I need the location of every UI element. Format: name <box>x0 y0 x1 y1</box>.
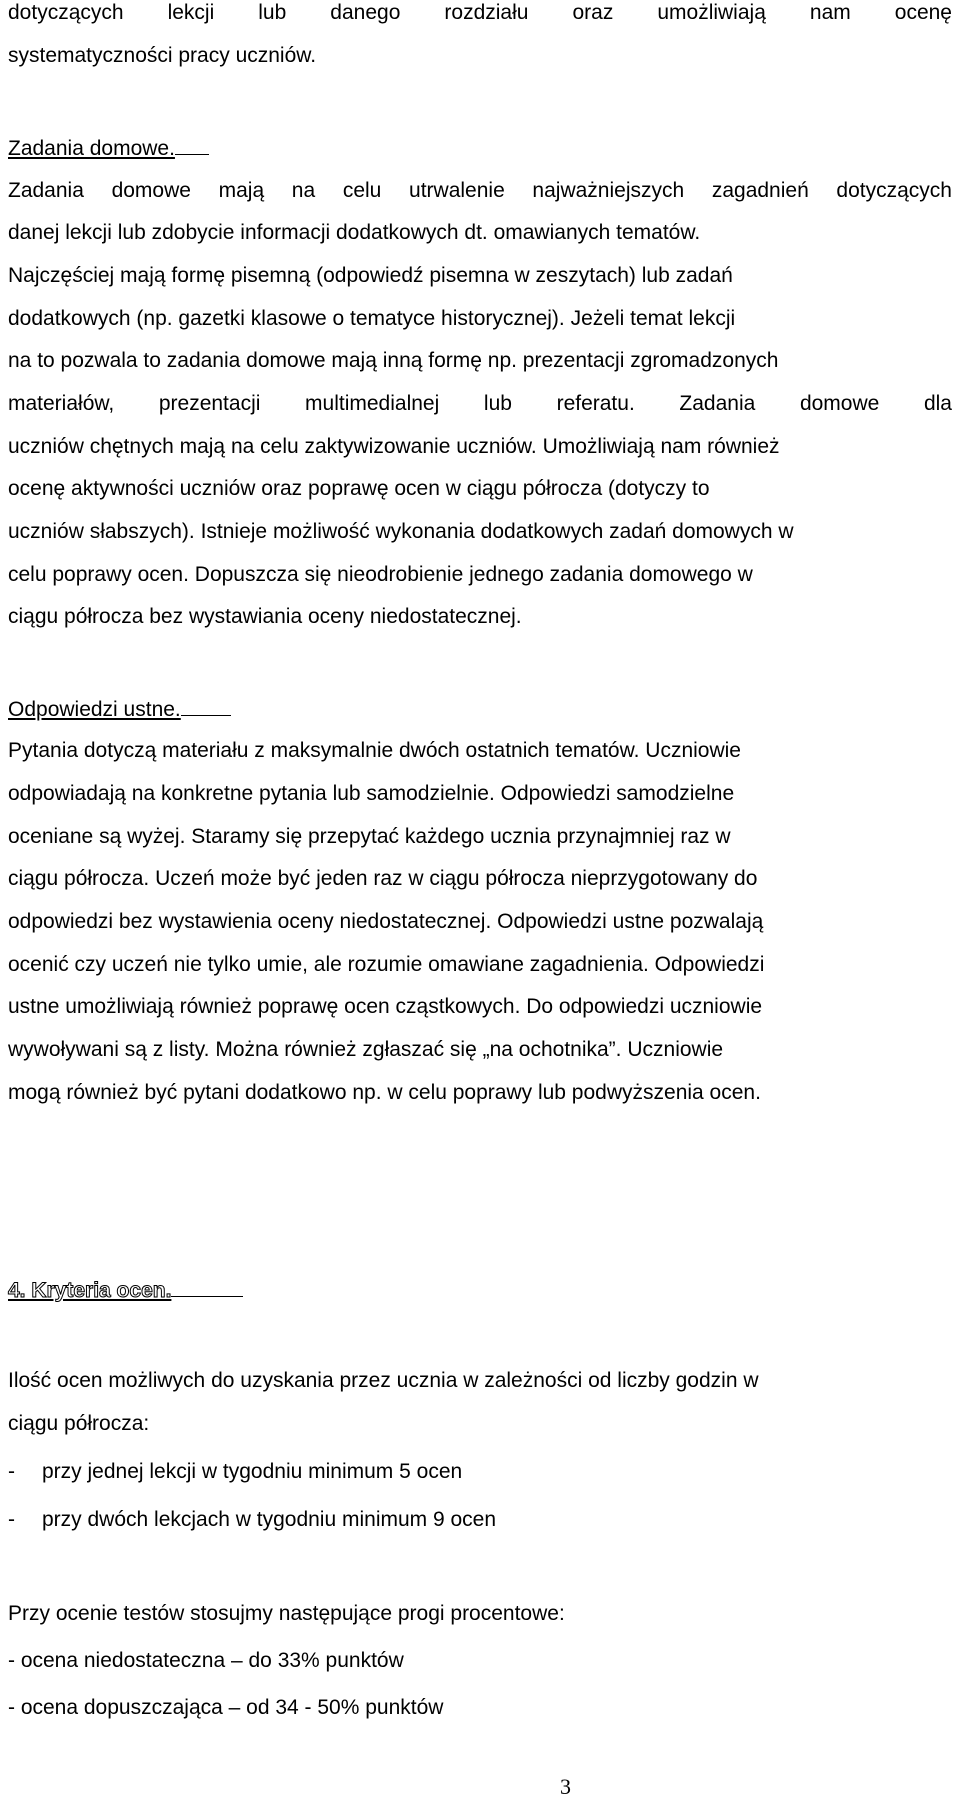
list-item-text: przy jednej lekcji w tygodniu minimum 5 ocen <box>42 1460 463 1483</box>
paragraph-line: Przy ocenie testów stosujmy następujące progi procentowe: <box>8 1602 565 1625</box>
paragraph-line: Ilość ocen możliwych do uzyskania przez ucznia w zależności od liczby godzin w <box>8 1369 759 1392</box>
section-heading-criteria <box>8 1278 243 1303</box>
heading-text: 4. Kryteria ocen. <box>8 1279 172 1302</box>
heading-underline <box>171 1278 243 1297</box>
paragraph-line: Zadania domowe mają na celu utrwalenie najważniejszych zagadnień dotyczących <box>8 179 952 202</box>
list-item <box>8 1509 496 1530</box>
page-number: 3 <box>560 1774 571 1799</box>
paragraph-line: ocenę aktywności uczniów oraz poprawę ocen w ciągu półrocza (dotyczy to <box>8 477 710 500</box>
heading-text: Odpowiedzi ustne. <box>8 698 181 721</box>
paragraph-line: wywoływani są z listy. Można również zgłaszać się „na ochotnika”. Uczniowie <box>8 1038 724 1061</box>
heading-underline <box>181 697 231 716</box>
paragraph-line: materiałów, prezentacji multimedialnej lub referatu. Zadania domowe dla <box>8 392 952 415</box>
list-item-text: przy dwóch lekcjach w tygodniu minimum 9 ocen <box>42 1508 497 1531</box>
paragraph-line: odpowiedzi bez wystawienia oceny niedostatecznej. Odpowiedzi ustne pozwalają <box>8 910 764 933</box>
paragraph-line: systematyczności pracy uczniów. <box>8 44 317 67</box>
paragraph-line: dodatkowych (np. gazetki klasowe o tematyce historycznej). Jeżeli temat lekcji <box>8 307 736 330</box>
list-dash: - <box>8 1508 15 1531</box>
paragraph-line: danej lekcji lub zdobycie informacji dodatkowych dt. omawianych tematów. <box>8 221 701 244</box>
paragraph-line: Najczęściej mają formę pisemną (odpowiedź pisemna w zeszytach) lub zadań <box>8 264 733 287</box>
heading-text: Zadania domowe. <box>8 137 175 160</box>
section-heading-oral <box>8 697 231 720</box>
paragraph-line: celu poprawy ocen. Dopuszcza się nieodrobienie jednego zadania domowego w <box>8 563 753 586</box>
section-heading-homework <box>8 136 209 159</box>
paragraph-line: ciągu półrocza bez wystawiania oceny niedostatecznej. <box>8 605 522 628</box>
paragraph-line: odpowiadają na konkretne pytania lub samodzielnie. Odpowiedzi samodzielne <box>8 782 735 805</box>
threshold-line: - ocena niedostateczna – do 33% punktów <box>8 1649 404 1672</box>
list-item <box>8 1461 462 1482</box>
paragraph-line: ciągu półrocza. Uczeń może być jeden raz w ciągu półrocza nieprzygotowany do <box>8 867 758 890</box>
paragraph-line: oceniane są wyżej. Staramy się przepytać każdego ucznia przynajmniej raz w <box>8 825 731 848</box>
heading-underline <box>175 136 209 155</box>
paragraph-line: Pytania dotyczą materiału z maksymalnie dwóch ostatnich tematów. Uczniowie <box>8 739 741 762</box>
paragraph-line: mogą również być pytani dodatkowo np. w celu poprawy lub podwyższenia ocen. <box>8 1081 761 1104</box>
paragraph-line: dotyczących lekcji lub danego rozdziału oraz umożliwiają nam ocenę <box>8 1 952 24</box>
paragraph-line: ocenić czy uczeń nie tylko umie, ale rozumie omawiane zagadnienia. Odpowiedzi <box>8 953 765 976</box>
threshold-line: - ocena dopuszczająca – od 34 - 50% punktów <box>8 1696 444 1719</box>
paragraph-line: ciągu półrocza: <box>8 1412 150 1435</box>
paragraph-line: ustne umożliwiają również poprawę ocen cząstkowych. Do odpowiedzi uczniowie <box>8 995 763 1018</box>
list-dash: - <box>8 1460 15 1483</box>
paragraph-line: na to pozwala to zadania domowe mają inną formę np. prezentacji zgromadzonych <box>8 349 779 372</box>
paragraph-line: uczniów słabszych). Istnieje możliwość wykonania dodatkowych zadań domowych w <box>8 520 794 543</box>
paragraph-line: uczniów chętnych mają na celu zaktywizowanie uczniów. Umożliwiają nam również <box>8 435 780 458</box>
